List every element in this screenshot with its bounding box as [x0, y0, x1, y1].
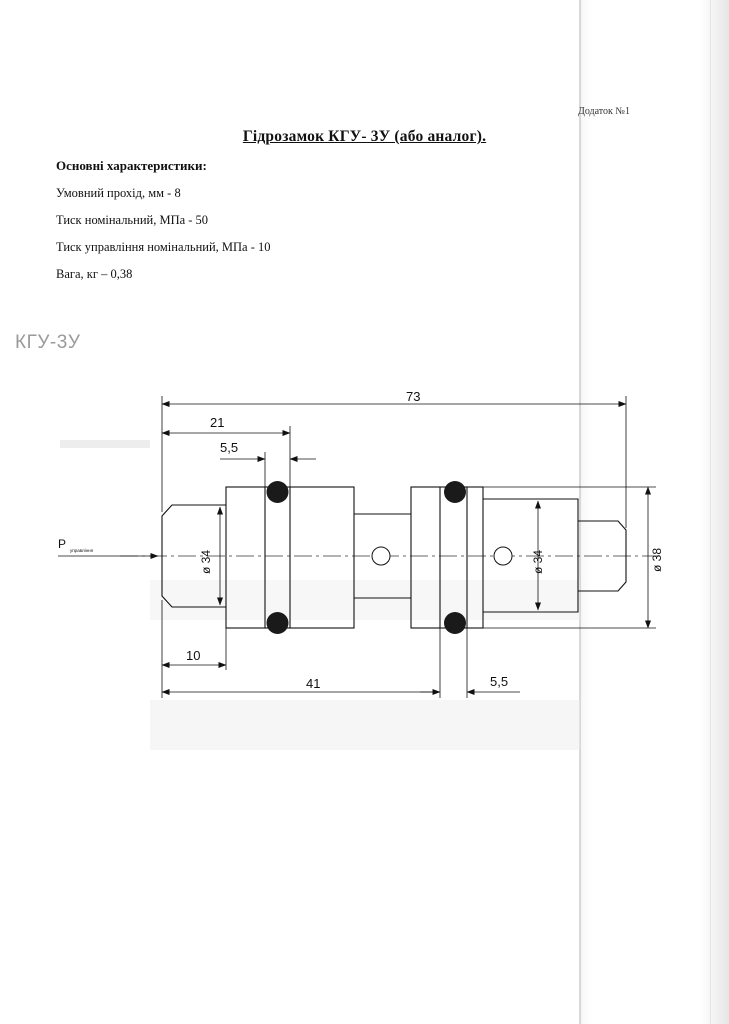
dim-diam-right-label: ø 34: [531, 549, 545, 574]
document-title: Гідрозамок КГУ- 3У (або аналог).: [242, 128, 487, 145]
dim-second-groove-label: 41: [306, 676, 321, 691]
dim-groove-width-left: [220, 452, 316, 487]
dim-nose-label: 10: [186, 648, 201, 663]
dim-overall-label: 73: [406, 389, 421, 404]
dim-diam-left-label: ø 34: [199, 549, 213, 574]
specs-heading: Основні характеристики:: [56, 158, 207, 173]
part-outline: [162, 487, 626, 628]
port-sublabel: управління: [70, 548, 94, 553]
o-ring-left-top: [267, 481, 289, 503]
port-label: Р: [58, 537, 67, 551]
o-ring-left-bottom: [267, 612, 289, 634]
o-ring-right-top: [444, 481, 466, 503]
o-ring-right-bottom: [444, 612, 466, 634]
dim-overall: [162, 396, 626, 528]
spec-nominal-bore: Умовний прохід, мм - 8: [56, 186, 181, 200]
dim-groove-width-right-label: 5,5: [490, 674, 509, 689]
dim-groove-width-left-label: 5,5: [220, 440, 239, 455]
model-label: КГУ-3У: [15, 332, 81, 353]
dim-second-groove: [162, 628, 440, 698]
spec-nominal-pressure: Тиск номінальний, МПа - 50: [56, 213, 209, 227]
dim-diam-outer-label: ø 38: [650, 547, 664, 572]
dim-first-groove: [162, 426, 290, 487]
appendix-label: Додаток №1: [578, 106, 630, 117]
o-rings: [267, 481, 467, 634]
spec-control-pressure: Тиск управління номінальний, МПа - 10: [56, 240, 271, 254]
spec-weight: Вага, кг – 0,38: [56, 267, 133, 281]
dim-first-groove-label: 21: [210, 415, 225, 430]
